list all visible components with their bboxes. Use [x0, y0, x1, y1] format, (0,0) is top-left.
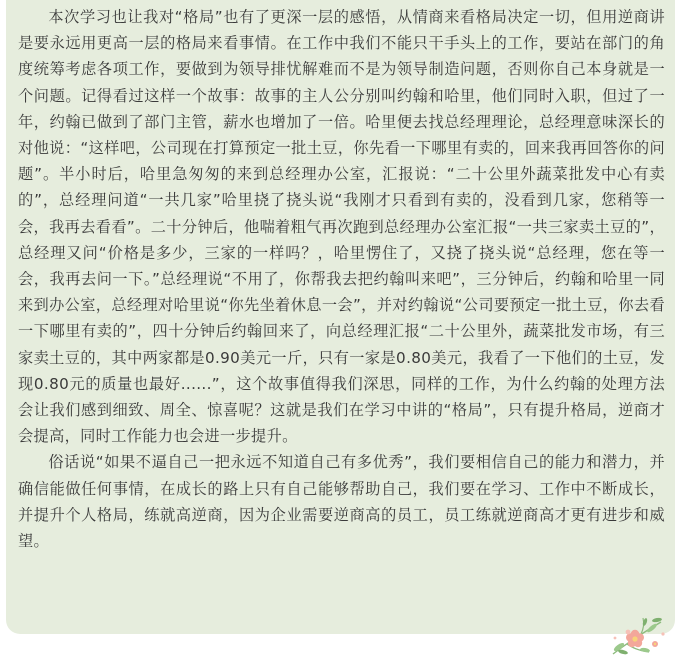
flower-sprig-icon — [605, 614, 669, 658]
article-paragraph-2: 俗话说“如果不逼自己一把永远不知道自己有多优秀”，我们要相信自己的能力和潜力，并确信能做任何事情，在成长的路上只有自己能够帮助自己，我们要在学习、工作中不断成长，并提升个人格局，练就高逆商，因为企业需要逆商高的员工，员工练就逆商高才更有进步和威望。 — [18, 453, 665, 551]
article-card — [6, 0, 675, 634]
article-paragraph-1: 本次学习也让我对“格局”也有了更深一层的感悟，从情商来看格局决定一切，但用逆商讲是要永远用更高一层的格局来看事情。在工作中我们不能只干手头上的工作，要站在部门的角度统筹考虑各项工作，要做到为领导排忧解难而不是为领导制造问题，否则你自己本身就是一个问题。记得看过这样一个故事：故事的主人公分别叫约翰和哈里，他们同时入职，但过了一年，约翰已做到了部门主管，薪水也增加了一倍。哈里便去找总经理理论，总经理意味深长的对他说：“这样吧，公司现在打算预定一批土豆，你先看一下哪里有卖的，回来我再回答你的问题”。半小时后，哈里急匆匆的来到总经理办公室，汇报说：“二十公里外蔬菜批发中心有卖的”，总经理问道“一共几家”哈里挠了挠头说“我刚才只看到有卖的，没看到几家，您稍等一会，我再去看看”。二十分钟后，他喘着粗气再次跑到总经理办公室汇报“一共三家卖土豆的”，总经理又问“价格是多少，三家的一样吗？，哈里愣住了，又挠了挠头说“总经理，您在等一会，我再去问一下。”总经理说“不用了，你帮我去把约翰叫来吧”，三分钟后，约翰和哈里一同来到办公室，总经理对哈里说“你先坐着休息一会”，并对约翰说“公司要预定一批土豆，你去看一下哪里有卖的”，四十分钟后约翰回来了，向总经理汇报“二十公里外，蔬菜批发市场，有三家卖土豆的，其中两家都是0.90美元一斤，只有一家是0.80美元，我看了一下他们的土豆，发现0.80元的质量也最好......”，这个故事值得我们深思，同样的工作，为什么约翰的处理方法会让我们感到细致、周全、惊喜呢？这就是我们在学习中讲的“格局”，只有提升格局，逆商才会提高，同时工作能力也会进一步提升。 — [18, 8, 665, 446]
